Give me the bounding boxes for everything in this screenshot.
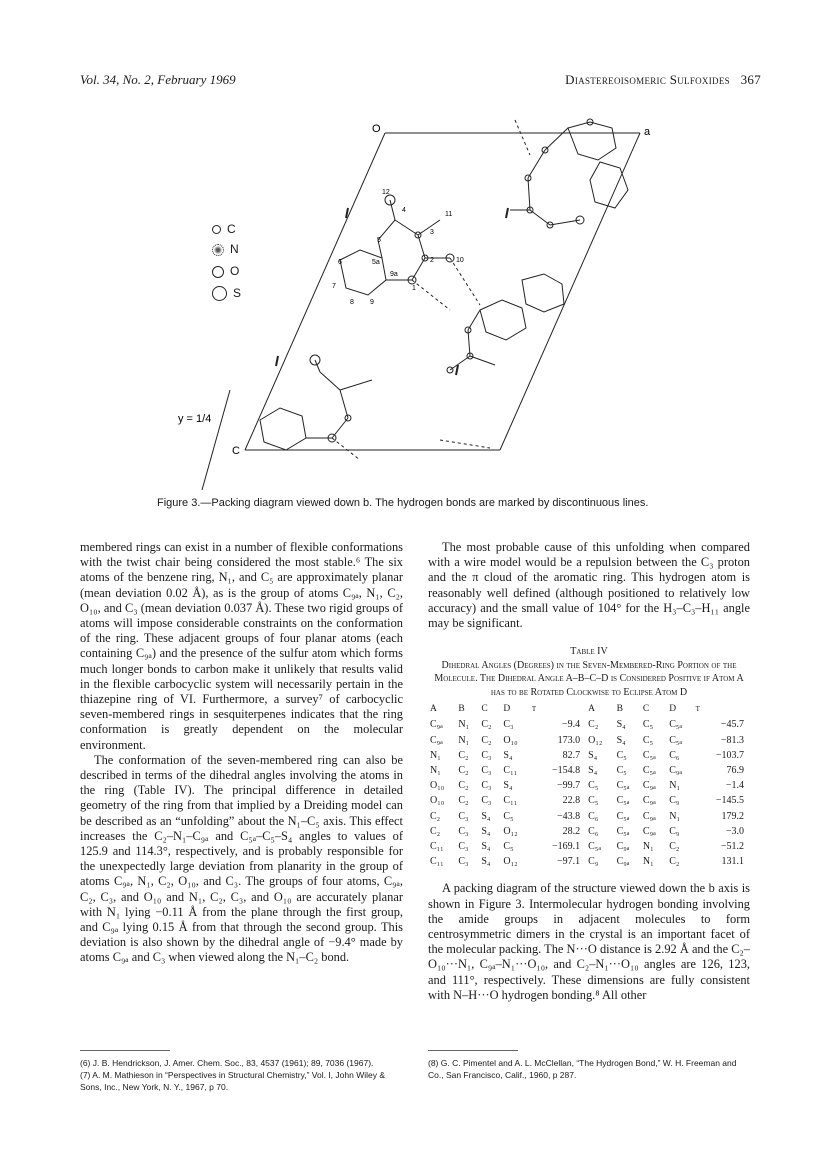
table-cell: C₂ bbox=[481, 734, 492, 746]
atom-number-labels bbox=[332, 189, 464, 306]
table-cell: C₃ bbox=[481, 749, 492, 761]
column-header: C bbox=[481, 704, 488, 715]
table-cell: −81.3 bbox=[720, 734, 744, 746]
carbon-symbol-icon bbox=[212, 225, 221, 234]
table-cell: C₅ₐ bbox=[642, 765, 656, 777]
atom-label: 10 bbox=[456, 257, 464, 264]
table-cell: C₉ₐ bbox=[616, 841, 630, 853]
atom-label: 5 bbox=[377, 237, 381, 244]
table-cell: C₃ bbox=[481, 765, 492, 777]
atom-label: 2 bbox=[430, 257, 434, 264]
table-cell: C₁₁ bbox=[503, 765, 518, 777]
paragraph: membered rings can exist in a number of flexible conformations with the twist chair being considered the most stable.⁶ The six atoms of the benzene ring, N₁, and C₅ are approximately planar (mean deviation 0.02 Å), as is the group of atoms C₉ₐ, N₁, C₂, O₁₀, and C₃ (mean deviation 0.037 Å). These two rigid groups of atoms will impose considerable constraints on the conformation of the ring. These adjacent groups of four planar atoms (each containing C₉ₐ) and the presence of the sulfur atom which forms much longer bonds to carbon make it unlikely that results valid in the flexible carbocyclic system will necessarily pertain in the thiazepine ring of VI. Furthermore, a survey⁷ of carbocyclic seven-membered rings in sesquiterpenes indicates that the ring conformation is greatly dependent on the molecular environment. bbox=[80, 540, 403, 752]
table-row bbox=[428, 809, 750, 824]
table-cell: C₃ bbox=[458, 810, 469, 822]
table-row bbox=[428, 717, 750, 732]
column-header: B bbox=[458, 704, 465, 715]
table-cell: C₃ bbox=[481, 780, 492, 792]
atom-label: 6 bbox=[338, 259, 342, 266]
running-header-title bbox=[565, 72, 761, 88]
table-cell: O₁₂ bbox=[503, 856, 518, 868]
legend-label: N bbox=[230, 242, 239, 256]
figure-caption: Figure 3.—Packing diagram viewed down b. The hydrogen bonds are marked by discontinuous lines. bbox=[157, 497, 649, 509]
table-cell: −3.0 bbox=[725, 825, 744, 837]
table-cell: C₅ₐ bbox=[616, 780, 630, 792]
legend-oxygen bbox=[212, 264, 239, 278]
table-cell: C₂ bbox=[458, 765, 469, 777]
table-row bbox=[428, 824, 750, 839]
table-cell: C₃ bbox=[458, 856, 469, 868]
table-label: Table IV bbox=[570, 646, 608, 658]
table-cell: C₃ bbox=[503, 719, 514, 731]
table-cell: C₁₁ bbox=[430, 841, 444, 853]
table-cell: S₄ bbox=[588, 765, 598, 777]
table-cell: C₅ bbox=[588, 795, 599, 807]
footnote-rule bbox=[80, 1050, 170, 1051]
axis-label-y: y = 1/4 bbox=[178, 413, 212, 425]
molecule-bottom bbox=[260, 355, 372, 450]
footnotes-right bbox=[428, 1057, 750, 1081]
screw-axis-marks bbox=[276, 208, 508, 375]
table-cell: C₂ bbox=[430, 825, 441, 837]
table-cell: C₅ₐ bbox=[616, 810, 630, 822]
table-cell: C₉ₐ bbox=[642, 825, 656, 837]
table-cell: S₄ bbox=[481, 810, 491, 822]
table-cell: C₆ bbox=[588, 810, 599, 822]
atom-label: 8 bbox=[350, 299, 354, 306]
molecule-center-right bbox=[447, 274, 564, 373]
table-cell: N₁ bbox=[669, 780, 680, 792]
table-row bbox=[428, 748, 750, 763]
corner-label-c: C bbox=[232, 445, 240, 457]
table-cell: C₉ₐ bbox=[642, 795, 656, 807]
column-header: A bbox=[588, 704, 596, 715]
table-cell: C₉ₐ bbox=[430, 734, 443, 746]
hydrogen-bonds bbox=[332, 120, 530, 460]
table-cell: C₅ₐ bbox=[588, 841, 602, 853]
column-header: C bbox=[642, 704, 650, 715]
table-row bbox=[428, 839, 750, 854]
table-cell: C₂ bbox=[669, 841, 680, 853]
table-cell: C₅ bbox=[503, 841, 514, 853]
table-row bbox=[428, 763, 750, 778]
sulfur-symbol-icon bbox=[212, 286, 227, 301]
table-cell: −45.7 bbox=[720, 719, 744, 731]
table-cell: −51.2 bbox=[720, 841, 744, 853]
atom-label: 11 bbox=[445, 211, 453, 218]
cell-edge-left bbox=[245, 133, 385, 450]
running-header-text: Diastereoisomeric Sulfoxides bbox=[565, 72, 730, 87]
table-cell: S₄ bbox=[481, 825, 491, 837]
table-cell: S₄ bbox=[616, 719, 626, 731]
table-cell: 131.1 bbox=[721, 856, 744, 868]
table-cell: N₁ bbox=[430, 765, 441, 777]
table-cell: C₅ₐ bbox=[616, 795, 630, 807]
table-cell: C₅ₐ bbox=[642, 749, 656, 761]
footnote: (8) G. C. Pimentel and A. L. McClellan, “The Hydrogen Bond,” W. H. Freeman and Co., San Francisco, Calif., 1960, p 287. bbox=[428, 1058, 737, 1080]
footnote: (7) A. M. Mathieson in “Perspectives in Structural Chemistry,” Vol. I, John Wiley & Sons, Inc., New York, N. Y., 1967, p 70. bbox=[80, 1070, 385, 1092]
paragraph: The most probable cause of this unfolding when compared with a wire model would be a repulsion between the C₃ proton and the π cloud of the aromatic ring. This hydrogen atom is reasonably well defined (although positioned to relatively low accuracy) and the small value of 104° for the H₃–C₃–H₁₁ angle may be significant. bbox=[428, 540, 750, 631]
table-cell: C₉ₐ bbox=[616, 856, 630, 868]
table-cell: N₁ bbox=[669, 810, 680, 822]
table-cell: C₁₁ bbox=[430, 856, 444, 868]
table-cell: C₂ bbox=[458, 749, 469, 761]
cell-edge-right bbox=[500, 133, 640, 450]
table-row bbox=[428, 793, 750, 808]
footnotes-left bbox=[80, 1057, 403, 1093]
table-cell: O₁₀ bbox=[430, 780, 445, 792]
table-cell: 28.2 bbox=[562, 825, 581, 837]
table-cell: C₂ bbox=[481, 719, 492, 731]
footnote-rule bbox=[428, 1050, 518, 1051]
column-header: D bbox=[669, 704, 677, 715]
column-header: τ bbox=[531, 704, 537, 715]
table-cell: 173.0 bbox=[557, 734, 581, 746]
table-cell: S₄ bbox=[503, 749, 513, 761]
legend-nitrogen bbox=[212, 242, 239, 256]
table-title: Dihedral Angles (Degrees) in the Seven-Membered-Ring Portion of the Molecule. The Dihedral Angle A–B–C–D is Considered Positive if Atom A has to be Rotated Clockwise to Eclipse Atom D bbox=[434, 659, 744, 698]
table-cell: C₉ₐ bbox=[430, 719, 443, 731]
table-cell: O₁₀ bbox=[503, 734, 518, 746]
paragraph: A packing diagram of the structure viewed down the b axis is shown in Figure 3. Intermolecular hydrogen bonding involving the amide groups in adjacent molecules to form centrosymmetric dimers in the crystal is an important facet of the molecular packing. The N···O distance is 2.92 Å and the C₂–O₁₀···N₁, C₉ₐ–N₁···O₁₀, and C₂–N₁···O₁₀ angles are 126, 123, and 111°, respectively. These dimensions are fully consistent with N–H···O hydrogen bonding.⁸ All other bbox=[428, 881, 750, 1002]
legend-label: O bbox=[230, 264, 240, 278]
atom-label: 4 bbox=[402, 207, 406, 214]
nitrogen-symbol-icon bbox=[212, 244, 224, 256]
table-cell: C₅ bbox=[616, 765, 627, 777]
atom-label: 9a bbox=[390, 271, 398, 278]
atom-label: 7 bbox=[332, 283, 336, 290]
table-cell: 22.8 bbox=[562, 795, 581, 807]
oxygen-symbol-icon bbox=[212, 266, 224, 278]
table-cell: C₂ bbox=[588, 719, 599, 731]
column-header: D bbox=[503, 704, 511, 715]
table-cell: C₅ₐ bbox=[669, 719, 683, 731]
table-cell: S₄ bbox=[588, 749, 598, 761]
table-cell: S₄ bbox=[503, 780, 513, 792]
atom-label: 1 bbox=[412, 285, 416, 292]
table-cell: 76.9 bbox=[726, 765, 744, 777]
atom-label: 12 bbox=[382, 189, 390, 196]
column-header: τ bbox=[695, 704, 700, 715]
table-cell: −97.1 bbox=[557, 856, 581, 868]
table-cell: C₅ bbox=[588, 780, 599, 792]
y-axis-line bbox=[202, 390, 230, 490]
table-cell: −169.1 bbox=[552, 841, 581, 853]
table-cell: C₆ bbox=[669, 749, 680, 761]
table-cell: 179.2 bbox=[721, 810, 744, 822]
atom-label: 9 bbox=[370, 299, 374, 306]
molecule-center bbox=[340, 195, 454, 295]
atom-label: 5a bbox=[372, 259, 380, 266]
atom-label: 3 bbox=[430, 229, 434, 236]
table-cell: −43.8 bbox=[557, 810, 581, 822]
table-row bbox=[428, 778, 750, 793]
table-cell: C₉ bbox=[669, 825, 680, 837]
table-cell: N₁ bbox=[642, 856, 654, 868]
dihedral-angles-table bbox=[428, 702, 750, 869]
table-cell: N₁ bbox=[458, 719, 470, 731]
column-header: B bbox=[616, 704, 623, 715]
paragraph: The conformation of the seven-membered ring can also be described in terms of the dihedral angles involving the atoms in the ring (Table IV). The principal difference in detailed geometry of the ring from that implied by a Dreiding model can be described as an “unfolding” about the N₁–C₅ axis. This effect increases the C₂–N₁–C₉ₐ and C₅ₐ–C₅–S₄ angles to values of 125.9 and 114.3°, respectively, and is probably responsible for the unexpectedly large deviation from planarity in the group of atoms C₉ₐ, N₁, C₂, O₁₀, and C₃. The groups of four atoms, C₉ₐ, C₂, C₃, and O₁₀ and N₁, C₂, C₃, and O₁₀ are accurately planar with N₁ lying −0.11 Å from the plane through the first group, and C₉ₐ lying 0.15 Å from that through the second group. This deviation is also shown by the dihedral angle of −9.4° made by atoms C₉ₐ and C₃ when viewed along the N₁–C₂ bond. bbox=[80, 752, 403, 965]
table-cell: C₅ bbox=[503, 810, 514, 822]
left-column bbox=[80, 540, 403, 966]
table-cell: −145.5 bbox=[715, 795, 744, 807]
legend-sulfur bbox=[212, 286, 241, 301]
table-cell: O₁₀ bbox=[430, 795, 445, 807]
table-cell: C₅ bbox=[642, 719, 654, 731]
table-cell: C₅ bbox=[616, 749, 627, 761]
footnote: (6) J. B. Hendrickson, J. Amer. Chem. Soc., 83, 4537 (1961); 89, 7036 (1967). bbox=[80, 1058, 374, 1068]
corner-label-origin: O bbox=[372, 123, 381, 135]
table-cell: S₄ bbox=[616, 734, 626, 746]
table-cell: −99.7 bbox=[557, 780, 581, 792]
table-cell: N₁ bbox=[430, 749, 441, 761]
table-cell: C₃ bbox=[481, 795, 492, 807]
running-header-journal: Vol. 34, No. 2, February 1969 bbox=[80, 72, 236, 87]
table-cell: C₂ bbox=[458, 795, 469, 807]
table-header-row bbox=[428, 702, 750, 717]
table-cell: C₃ bbox=[458, 825, 469, 837]
table-row bbox=[428, 854, 750, 869]
table-cell: −154.8 bbox=[552, 765, 581, 777]
table-cell: −103.7 bbox=[715, 749, 744, 761]
legend-label: C bbox=[227, 222, 236, 236]
table-cell: O₁₂ bbox=[588, 734, 603, 746]
table-cell: C₆ bbox=[588, 825, 599, 837]
table-cell: C₂ bbox=[458, 780, 469, 792]
legend-label: S bbox=[233, 286, 242, 300]
table-cell: C₃ bbox=[458, 841, 469, 853]
table-cell: C₂ bbox=[430, 810, 441, 822]
table-cell: C₅ bbox=[642, 734, 654, 746]
table-cell: C₉ bbox=[588, 856, 599, 868]
table-cell: C₉ bbox=[669, 795, 680, 807]
table-cell: O₁₂ bbox=[503, 825, 518, 837]
table-cell: C₉ₐ bbox=[669, 765, 683, 777]
table-cell: S₄ bbox=[481, 841, 491, 853]
table-cell: 82.7 bbox=[562, 749, 581, 761]
table-cell: N₁ bbox=[642, 841, 654, 853]
column-header: A bbox=[430, 704, 437, 715]
table-cell: C₅ₐ bbox=[669, 734, 683, 746]
table-cell: C₉ₐ bbox=[642, 810, 656, 822]
table-cell: −9.4 bbox=[562, 719, 581, 731]
right-column bbox=[428, 540, 750, 1003]
legend-carbon bbox=[212, 222, 236, 236]
page-number: 367 bbox=[740, 72, 761, 87]
table-cell: C₉ₐ bbox=[642, 780, 656, 792]
corner-label-a: a bbox=[644, 126, 651, 138]
table-row bbox=[428, 733, 750, 748]
table-cell: S₄ bbox=[481, 856, 491, 868]
molecule-top bbox=[510, 119, 628, 228]
table-cell: C₁₁ bbox=[503, 795, 518, 807]
table-cell: C₅ₐ bbox=[616, 825, 630, 837]
table-cell: C₂ bbox=[669, 856, 680, 868]
table-cell: −1.4 bbox=[725, 780, 744, 792]
table-cell: N₁ bbox=[458, 734, 470, 746]
